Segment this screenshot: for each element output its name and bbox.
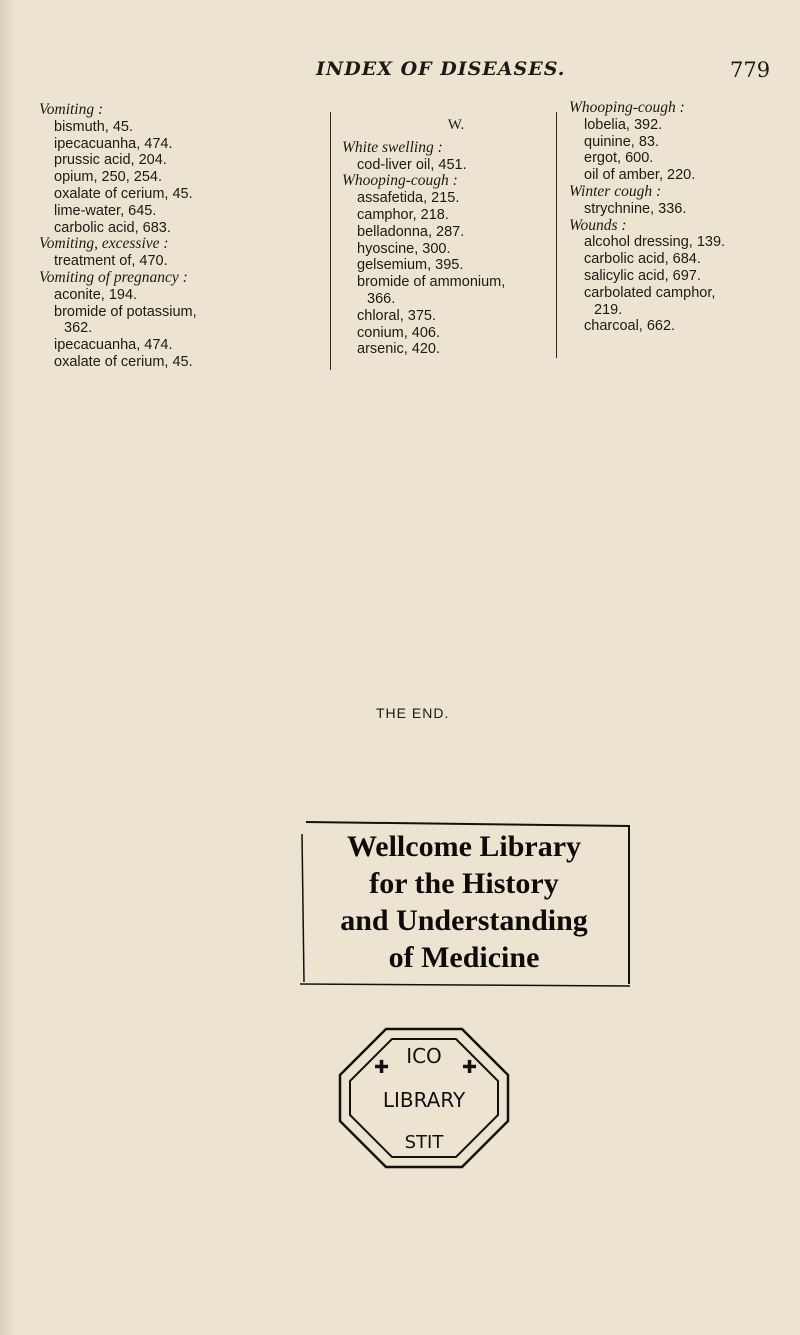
page-number: 779	[730, 58, 771, 82]
badge-bottom-text: STIT	[404, 1132, 444, 1153]
column-divider	[556, 112, 557, 358]
index-entry: 362.	[64, 320, 93, 337]
index-entry: charcoal, 662.	[584, 318, 676, 335]
index-entry: opium, 250, 254.	[54, 169, 163, 186]
stamp-line-2: for the History	[369, 867, 559, 900]
index-entry: bismuth, 45.	[54, 118, 133, 135]
index-entry: ipecacuanha, 474.	[54, 135, 173, 152]
index-entry: oxalate of cerium, 45.	[54, 185, 193, 202]
index-entry: prussic acid, 204.	[54, 152, 167, 169]
section-letter: W.	[447, 117, 465, 133]
index-heading: Winter cough :	[569, 182, 662, 200]
stamp-line-1: Wellcome Library	[346, 830, 582, 863]
index-entry: 219.	[594, 301, 623, 318]
index-entry: ergot, 600.	[584, 150, 654, 167]
library-stamp	[296, 812, 632, 988]
index-entry: chloral, 375.	[357, 307, 436, 324]
library-badge	[334, 1023, 514, 1173]
index-entry: belladonna, 287.	[357, 223, 465, 240]
stamp-line-4: of Medicine	[388, 941, 540, 974]
index-column-3	[569, 100, 794, 335]
index-heading: Vomiting, excessive :	[39, 235, 169, 253]
index-column-2	[342, 117, 554, 358]
index-entry: bromide of ammonium,	[357, 274, 506, 291]
index-entry: strychnine, 336.	[584, 200, 687, 217]
index-entry: cod-liver oil, 451.	[357, 156, 467, 173]
index-entry: lobelia, 392.	[584, 116, 663, 133]
index-entry: salicylic acid, 697.	[584, 267, 701, 284]
index-entry: bromide of potassium,	[54, 303, 197, 320]
index-entry: aconite, 194.	[54, 286, 138, 303]
index-entry: treatment of, 470.	[54, 253, 168, 270]
badge-top-text: ICO	[406, 1044, 442, 1068]
column-divider	[330, 112, 331, 370]
badge-center-text: LIBRARY	[382, 1088, 466, 1112]
badge-corner-glyph: ✚	[374, 1057, 390, 1078]
stamp-line-3: and Understanding	[340, 904, 588, 937]
index-entry: camphor, 218.	[357, 206, 449, 223]
index-entry: assafetida, 215.	[357, 190, 460, 207]
index-entry: gelsemium, 395.	[357, 257, 464, 274]
index-entry: carbolic acid, 684.	[584, 251, 701, 268]
index-column-1	[39, 102, 321, 371]
index-entry: ipecacuanha, 474.	[54, 337, 173, 354]
index-entry: arsenic, 420.	[357, 341, 441, 358]
index-entry: alcohol dressing, 139.	[584, 234, 726, 251]
index-entry: 366.	[367, 290, 396, 307]
index-entry: oil of amber, 220.	[584, 167, 696, 184]
index-entry: lime-water, 645.	[54, 202, 157, 219]
index-entry: carbolic acid, 683.	[54, 219, 171, 236]
index-heading: Wounds :	[569, 216, 627, 234]
index-heading: Vomiting of pregnancy :	[39, 268, 188, 286]
badge-corner-glyph: ✚	[462, 1057, 478, 1078]
index-entry: conium, 406.	[357, 324, 441, 341]
index-heading: White swelling :	[342, 138, 443, 156]
page-edge	[0, 0, 16, 1335]
index-entry: quinine, 83.	[584, 133, 659, 150]
index-heading: Vomiting :	[39, 101, 104, 118]
the-end-text: THE END.	[376, 705, 450, 721]
running-title: INDEX OF DISEASES.	[316, 58, 566, 80]
index-heading: Whooping-cough :	[569, 99, 685, 116]
index-entry: hyoscine, 300.	[357, 240, 451, 257]
page-header	[0, 52, 800, 92]
index-entry: carbolated camphor,	[584, 284, 716, 301]
index-entry: oxalate of cerium, 45.	[54, 353, 193, 370]
index-heading: Whooping-cough :	[342, 172, 458, 190]
